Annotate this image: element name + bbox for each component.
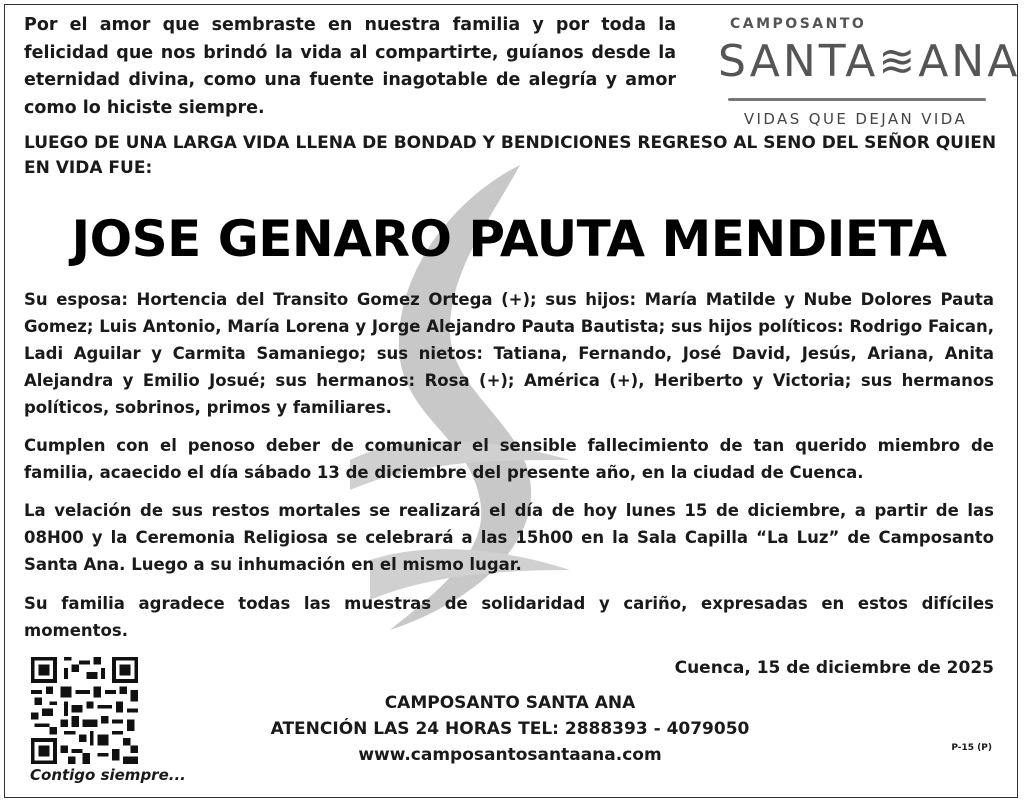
logo-divider — [728, 98, 986, 101]
intro-paragraph: Por el amor que sembraste en nuestra familia y por toda la felicidad que nos brindó la vida al compartirte, guíanos desde la eternidad divina, como una fuente inagotable de alegría y amor como lo hiciste siempre. — [24, 15, 676, 118]
thanks-paragraph: Su familia agradece todas las muestras de solidaridad y cariño, expresadas en estos difíciles momentos. — [24, 594, 994, 640]
ad-code: P-15 (P) — [951, 743, 992, 753]
family-paragraph: Su esposa: Hortencia del Transito Gomez Ortega (+); sus hijos: María Matilde y Nube Dolores Pauta Gomez; Luis Antonio, María Lorena y Jorge Alejandro Pauta Bautista; sus hijos políticos: Rodrigo Faican, Ladi Aguilar y Carmita Samaniego; sus nietos: Tatiana, Fernando, José David, Jesús, Ariana, Anita Alejandra y Emilio Josué; sus hermanos: Rosa (+); América (+), Heriberto y Victoria; sus hermanos políticos, sobrinos, primos y familiares. — [24, 290, 994, 417]
logo-tagline: VIDAS QUE DEJAN VIDA — [743, 110, 968, 128]
qr-code-icon — [30, 657, 139, 764]
logo-top-text: CAMPOSANTO — [730, 16, 867, 32]
camposanto-logo — [718, 14, 1021, 134]
announcement-paragraph: Cumplen con el penoso deber de comunicar el sensible fallecimiento de tan querido miembro de familia, acaecido el día sábado 13 de diciembre del presente año, en la ciudad de Cuenca. — [24, 436, 994, 482]
slogan: Contigo siempre... — [30, 766, 186, 784]
deceased-name: JOSE GENARO PAUTA MENDIETA — [71, 210, 947, 268]
date-line: Cuenca, 15 de diciembre de 2025 — [674, 658, 994, 678]
contact-block — [200, 690, 820, 768]
wake-paragraph: La velación de sus restos mortales se realizará el día de hoy lunes 15 de diciembre, a partir de las 08H00 y la Ceremonia Religiosa se celebrará a las 15h00 en la Sala Capilla “La Luz” de Camposanto Santa Ana. Luego a su inhumación en el mismo lugar. — [24, 501, 994, 574]
lead-announcement: LUEGO DE UNA LARGA VIDA LLENA DE BONDAD Y BENDICIONES REGRESO AL SENO DEL SEÑOR QUIEN EN VIDA FUE: — [24, 133, 997, 178]
contact-website[interactable]: www.camposantosantaana.com — [358, 745, 662, 765]
contact-name: CAMPOSANTO SANTA ANA — [384, 693, 636, 713]
logo-main-text: SANTA≋ANA — [718, 36, 1021, 87]
contact-phone: ATENCIÓN LAS 24 HORAS TEL: 2888393 - 4079050 — [270, 719, 750, 739]
